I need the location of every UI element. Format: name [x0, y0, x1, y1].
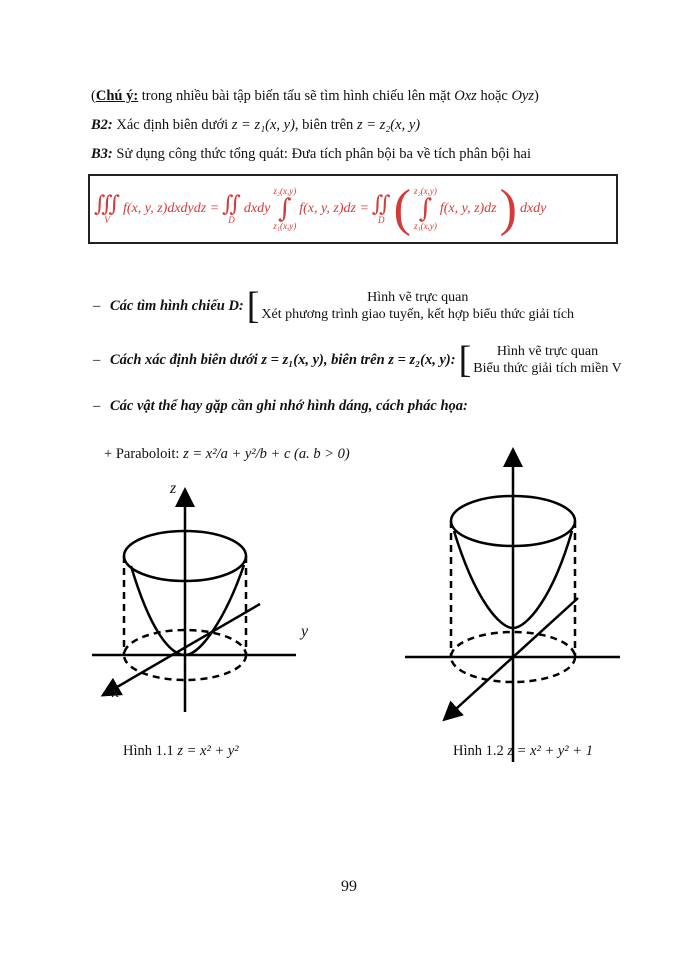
integral-sign: ∫	[277, 194, 292, 224]
bullet-dash: –	[93, 351, 101, 368]
bullet-label: Các vật thể hay gặp cần ghi nhớ hình dáng, cách phác họa:	[110, 398, 468, 414]
z-axis-label: z	[170, 480, 177, 497]
integral-sign: ∫	[418, 194, 433, 224]
bullet-label: Cách xác định biên dưới z = z₁(x, y), biên trên z = z₂(x, y):	[110, 351, 456, 368]
math: f(x, y, z)dz =	[299, 201, 369, 216]
bullet-label: Các tìm hình chiếu D:	[110, 297, 244, 314]
text: +	[104, 446, 113, 462]
bullet-dash: –	[93, 297, 101, 314]
text: Hình 1.2	[453, 743, 508, 759]
text: Hình 1.1	[123, 743, 178, 759]
note-label: Chú ý:	[95, 88, 139, 104]
math: z = z₂(x, y)	[356, 117, 421, 133]
bracket: [	[246, 285, 260, 327]
figure-2-caption	[453, 743, 593, 760]
subscript: D	[228, 214, 235, 225]
math: Oxz	[454, 88, 477, 104]
lower-limit: z₁(x,y)	[273, 221, 297, 231]
page-number: 99	[341, 878, 357, 895]
text: , biên trên	[294, 117, 357, 133]
bracket: [	[458, 339, 472, 381]
math: f(x, y, z)dz	[439, 201, 497, 216]
text: (	[91, 88, 96, 104]
math: z = x² + y²	[177, 743, 239, 759]
math: f(x, y, z)dxdydz =	[123, 201, 220, 216]
triple-integral-sign: ∭	[94, 191, 121, 217]
left-paren: (	[393, 180, 411, 237]
math: z = x² + y² + 1	[507, 743, 593, 759]
figure-1-caption	[123, 743, 239, 760]
double-integral-sign: ∬	[222, 191, 241, 217]
math: dxdy	[243, 201, 271, 216]
upper-limit: z₂(x,y)	[273, 186, 297, 196]
figure-1	[92, 492, 296, 712]
subscript: D	[378, 214, 385, 225]
option-line: Xét phương trình giao tuyến, kết hợp biểu thức giải tích	[261, 307, 575, 322]
option-line: Hình vẽ trực quan	[367, 290, 469, 305]
math: z = x²/a + y²/b + c	[183, 446, 291, 462]
text: hoặc	[476, 88, 512, 104]
math: dxdy	[519, 201, 547, 216]
text: Sử dụng công thức tổng quát: Đưa tích phân bội ba về tích phân bội hai	[112, 146, 531, 162]
text: )	[534, 88, 539, 104]
text: Xác định biên dưới	[112, 117, 232, 133]
paraboloid-curve	[131, 565, 244, 655]
y-axis-label: y	[301, 623, 309, 640]
x-axis-label: x	[112, 684, 120, 701]
figure-2	[405, 452, 620, 762]
subscript: V	[104, 214, 110, 225]
lower-limit: z₁(x,y)	[413, 221, 437, 231]
text: Paraboloit:	[115, 446, 184, 462]
math: z = z₁(x, y)	[231, 117, 295, 133]
bullet-dash: –	[93, 398, 101, 414]
right-paren: )	[499, 180, 517, 237]
option-line: Biểu thức giải tích miền V	[473, 361, 622, 376]
text: trong nhiều bài tập biến tấu sẽ tìm hình chiếu lên mặt	[138, 88, 455, 104]
double-integral-sign: ∬	[371, 191, 391, 217]
step-label: B3:	[91, 146, 113, 162]
math: (a. b > 0)	[294, 446, 350, 462]
math: Oyz	[511, 88, 535, 104]
upper-limit: z₂(x,y)	[413, 186, 437, 196]
option-line: Hình vẽ trực quan	[496, 344, 599, 359]
step-label: B2:	[91, 117, 113, 133]
